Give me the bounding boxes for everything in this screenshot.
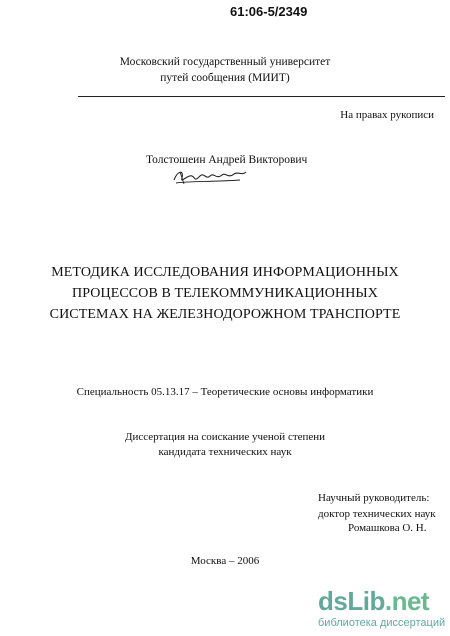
watermark-caption: библиотека диссертаций — [318, 617, 446, 629]
supervisor-degree: доктор технических наук — [318, 508, 436, 520]
dslib-watermark — [318, 586, 448, 634]
dissertation-title — [0, 262, 450, 325]
header-divider — [78, 96, 445, 97]
watermark-logo-tld: .net — [384, 586, 430, 616]
title-line-3: СИСТЕМАХ НА ЖЕЛЕЗНОДОРОЖНОМ ТРАНСПОРТЕ — [49, 307, 401, 322]
city-year: Москва – 2006 — [190, 555, 260, 567]
watermark-logo-main: dsLib — [318, 586, 385, 616]
rights-note: На правах рукописи — [340, 109, 434, 121]
author-name: Толстошеин Андрей Викторович — [146, 154, 308, 166]
specialty-line: Специальность 05.13.17 – Теоретические основы информатики — [76, 386, 374, 398]
supervisor-name: Ромашкова О. Н. — [348, 522, 427, 534]
dissertation-degree-line2: кандидата технических наук — [158, 446, 292, 458]
title-line-2: ПРОЦЕССОВ В ТЕЛЕКОММУНИКАЦИОННЫХ — [72, 286, 378, 301]
handwritten-signature — [170, 164, 250, 190]
dissertation-degree-line1: Диссертация на соискание ученой степени — [124, 431, 326, 443]
university-name-line2: путей сообщения (МИИТ) — [160, 72, 290, 84]
university-name-line1: Московский государственный университет — [119, 56, 331, 68]
watermark-logo — [318, 586, 429, 617]
archive-stamp-number: 61:06-5/2349 — [230, 4, 308, 19]
title-line-1: МЕТОДИКА ИССЛЕДОВАНИЯ ИНФОРМАЦИОННЫХ — [51, 265, 399, 280]
supervisor-label: Научный руководитель: — [318, 492, 430, 504]
